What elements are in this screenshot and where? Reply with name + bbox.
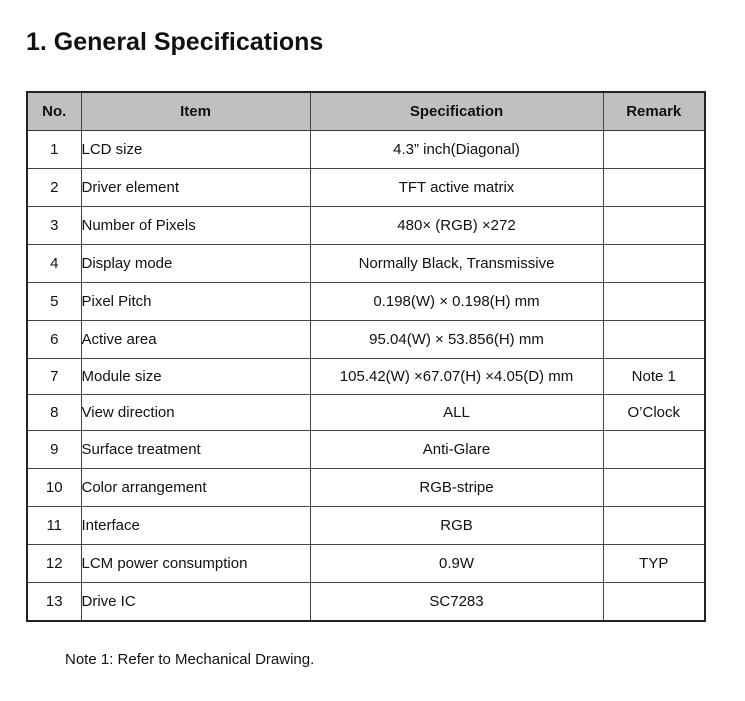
row-number: 7 <box>27 359 81 395</box>
table-row <box>27 545 705 583</box>
row-number: 2 <box>27 169 81 207</box>
row-item: Color arrangement <box>81 469 310 507</box>
row-specification: RGB <box>310 507 603 545</box>
row-item: Pixel Pitch <box>81 283 310 321</box>
row-remark <box>603 245 705 283</box>
table-row <box>27 283 705 321</box>
row-number: 13 <box>27 583 81 622</box>
row-number: 10 <box>27 469 81 507</box>
row-specification: 0.9W <box>310 545 603 583</box>
row-item: Module size <box>81 359 310 395</box>
row-specification: 95.04(W) × 53.856(H) mm <box>310 321 603 359</box>
row-item: Display mode <box>81 245 310 283</box>
row-number: 11 <box>27 507 81 545</box>
row-number: 3 <box>27 207 81 245</box>
header-no: No. <box>27 92 81 131</box>
table-body <box>27 131 705 622</box>
header-remark: Remark <box>603 92 705 131</box>
table-row <box>27 583 705 622</box>
row-item: Number of Pixels <box>81 207 310 245</box>
table-row <box>27 321 705 359</box>
row-number: 5 <box>27 283 81 321</box>
row-item: LCM power consumption <box>81 545 310 583</box>
row-remark <box>603 469 705 507</box>
row-remark <box>603 207 705 245</box>
table-row <box>27 207 705 245</box>
table-row <box>27 169 705 207</box>
row-remark <box>603 321 705 359</box>
row-specification: 4.3” inch(Diagonal) <box>310 131 603 169</box>
table-row <box>27 131 705 169</box>
row-item: LCD size <box>81 131 310 169</box>
table-row <box>27 245 705 283</box>
row-specification: RGB-stripe <box>310 469 603 507</box>
row-item: Active area <box>81 321 310 359</box>
row-specification: 105.42(W) ×67.07(H) ×4.05(D) mm <box>310 359 603 395</box>
row-remark <box>603 583 705 622</box>
row-number: 12 <box>27 545 81 583</box>
row-number: 9 <box>27 431 81 469</box>
table-row <box>27 395 705 431</box>
page-title: 1. General Specifications <box>26 28 324 56</box>
row-specification: TFT active matrix <box>310 169 603 207</box>
row-remark: TYP <box>603 545 705 583</box>
header-item: Item <box>81 92 310 131</box>
row-remark: Note 1 <box>603 359 705 395</box>
row-number: 1 <box>27 131 81 169</box>
specifications-table <box>26 91 706 622</box>
table-row <box>27 359 705 395</box>
row-item: Drive IC <box>81 583 310 622</box>
row-remark <box>603 431 705 469</box>
row-item: View direction <box>81 395 310 431</box>
row-specification: Normally Black, Transmissive <box>310 245 603 283</box>
row-item: Surface treatment <box>81 431 310 469</box>
row-number: 6 <box>27 321 81 359</box>
row-remark <box>603 131 705 169</box>
header-specification: Specification <box>310 92 603 131</box>
row-item: Interface <box>81 507 310 545</box>
row-number: 4 <box>27 245 81 283</box>
row-specification: ALL <box>310 395 603 431</box>
row-specification: 480× (RGB) ×272 <box>310 207 603 245</box>
row-remark <box>603 169 705 207</box>
table-row <box>27 507 705 545</box>
table-row <box>27 469 705 507</box>
row-remark <box>603 283 705 321</box>
row-specification: SC7283 <box>310 583 603 622</box>
row-number: 8 <box>27 395 81 431</box>
table-header-row <box>27 92 705 131</box>
row-specification: 0.198(W) × 0.198(H) mm <box>310 283 603 321</box>
row-remark: O’Clock <box>603 395 705 431</box>
footnote: Note 1: Refer to Mechanical Drawing. <box>65 651 315 668</box>
row-specification: Anti-Glare <box>310 431 603 469</box>
row-remark <box>603 507 705 545</box>
row-item: Driver element <box>81 169 310 207</box>
table-row <box>27 431 705 469</box>
